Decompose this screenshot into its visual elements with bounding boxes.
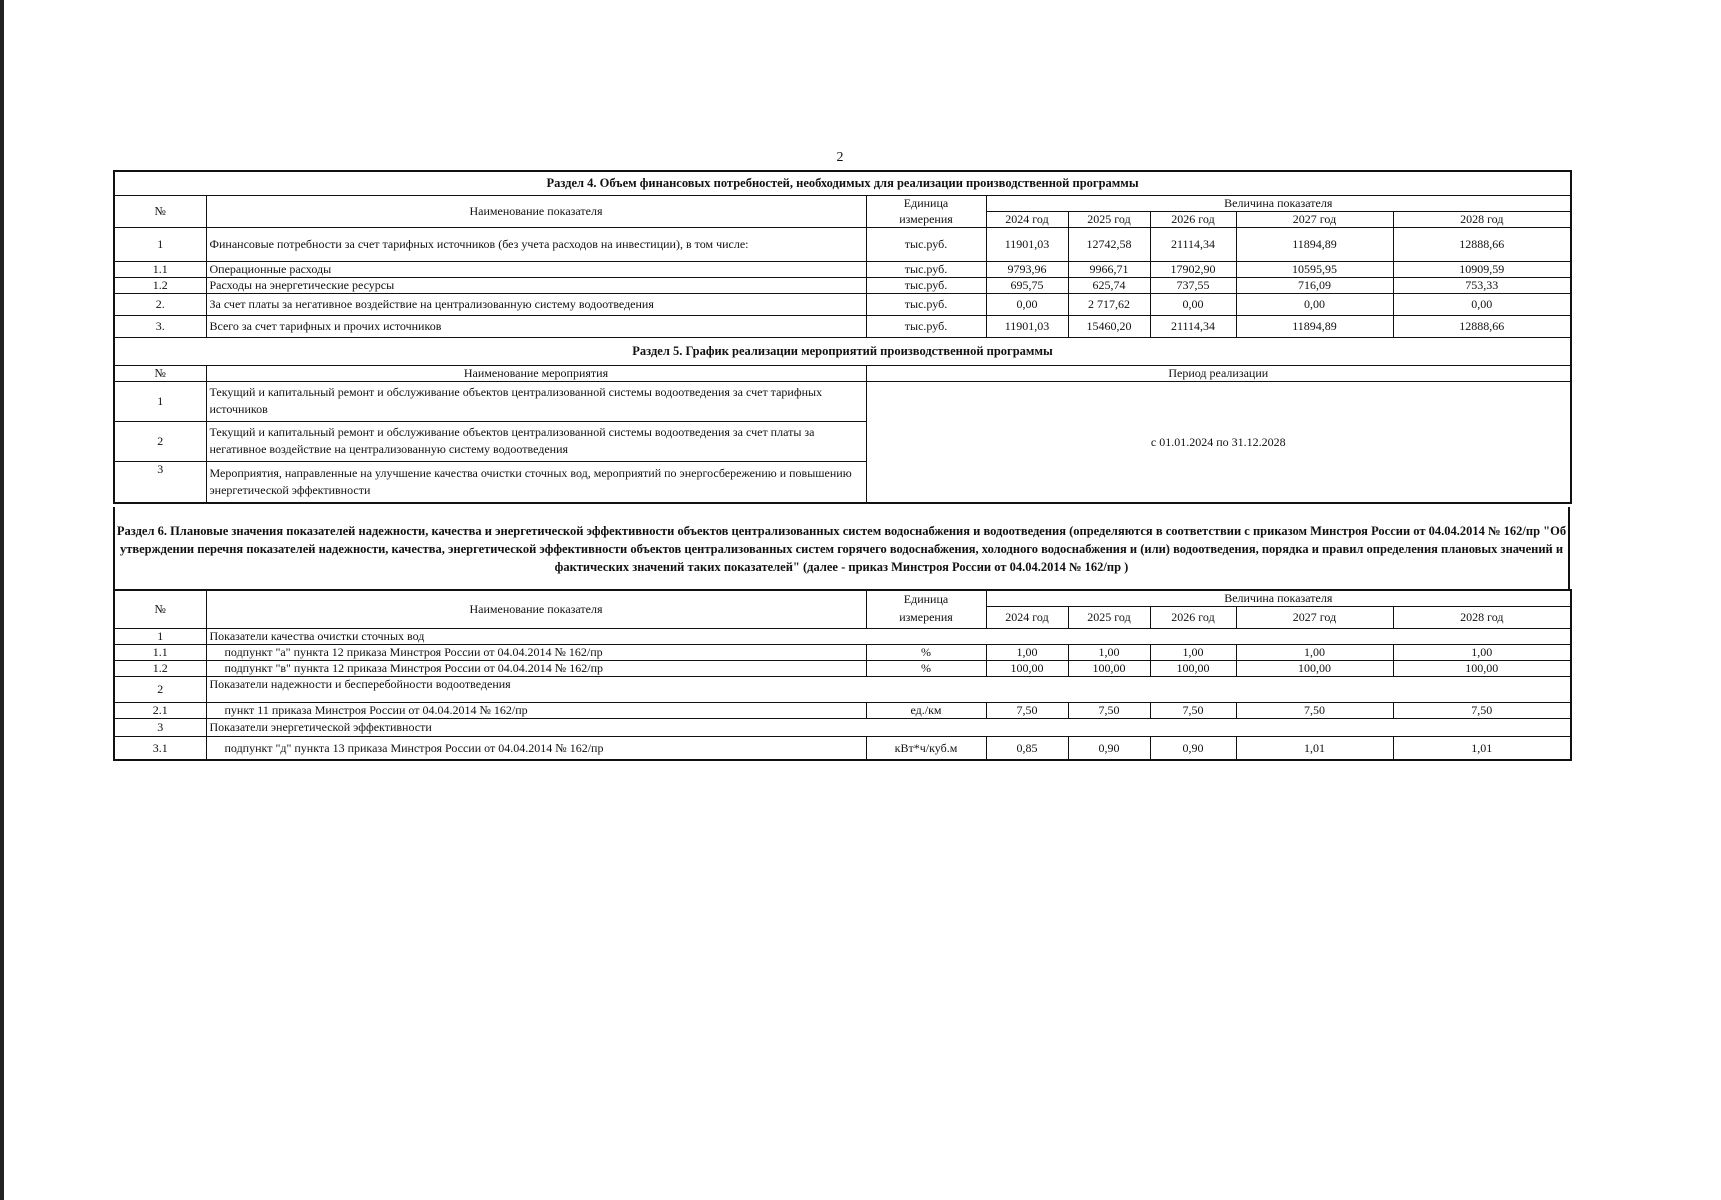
row-value: 0,00 [1393, 293, 1571, 315]
group-num: 1 [114, 628, 206, 644]
row-value: 625,74 [1068, 277, 1150, 293]
row-value: 7,50 [1150, 702, 1236, 718]
row-value: 12888,66 [1393, 315, 1571, 337]
col-num-header: № [114, 365, 206, 381]
row-value: 21114,34 [1150, 227, 1236, 261]
col-period-header: Период реализации [866, 365, 1571, 381]
row-num: 3 [114, 461, 206, 503]
row-unit: тыс.руб. [866, 277, 986, 293]
group-name: Показатели энергетической эффективности [206, 718, 1571, 736]
row-value: 753,33 [1393, 277, 1571, 293]
row-value: 0,00 [1236, 293, 1393, 315]
group-name: Показатели надежности и бесперебойности водоотведения [206, 676, 1571, 702]
row-value: 11901,03 [986, 315, 1068, 337]
row-num: 1.2 [114, 660, 206, 676]
row-unit: тыс.руб. [866, 261, 986, 277]
row-name: подпункт "а" пункта 12 приказа Минстроя России от 04.04.2014 № 162/пр [206, 644, 866, 660]
section4-5-table [113, 170, 1572, 504]
row-value: 0,00 [986, 293, 1068, 315]
row-value: 1,01 [1236, 736, 1393, 760]
row-value: 1,00 [1393, 644, 1571, 660]
table-row [114, 315, 1571, 337]
year-header: 2025 год [1068, 606, 1150, 628]
row-value: 7,50 [986, 702, 1068, 718]
row-value: 100,00 [1150, 660, 1236, 676]
row-value: 12888,66 [1393, 227, 1571, 261]
row-name: Мероприятия, направленные на улучшение качества очистки сточных вод, мероприятий по энергосбережению и повышению энергетической эффективности [206, 461, 866, 503]
year-header: 2026 год [1150, 606, 1236, 628]
row-value: 11894,89 [1236, 227, 1393, 261]
row-unit: % [866, 660, 986, 676]
row-value: 0,90 [1068, 736, 1150, 760]
row-value: 12742,58 [1068, 227, 1150, 261]
section5-title: Раздел 5. График реализации мероприятий производственной программы [114, 337, 1571, 365]
year-header: 2027 год [1236, 606, 1393, 628]
row-name: подпункт "д" пункта 13 приказа Минстроя России от 04.04.2014 № 162/пр [206, 736, 866, 760]
row-value: 21114,34 [1150, 315, 1236, 337]
year-header: 2024 год [986, 606, 1068, 628]
group-num: 3 [114, 718, 206, 736]
table-row [114, 660, 1571, 676]
row-value: 9793,96 [986, 261, 1068, 277]
row-value: 100,00 [1236, 660, 1393, 676]
row-name: Всего за счет тарифных и прочих источников [206, 315, 866, 337]
row-name: За счет платы за негативное воздействие на централизованную систему водоотведения [206, 293, 866, 315]
row-value: 1,01 [1393, 736, 1571, 760]
row-value: 10909,59 [1393, 261, 1571, 277]
row-value: 716,09 [1236, 277, 1393, 293]
col-unit-header-1: Единица [866, 195, 986, 211]
row-unit: тыс.руб. [866, 227, 986, 261]
row-value: 17902,90 [1150, 261, 1236, 277]
row-value: 695,75 [986, 277, 1068, 293]
row-value: 0,00 [1150, 293, 1236, 315]
row-unit: тыс.руб. [866, 315, 986, 337]
row-value: 7,50 [1068, 702, 1150, 718]
row-num: 1.1 [114, 261, 206, 277]
row-value: 11901,03 [986, 227, 1068, 261]
row-value: 1,00 [1236, 644, 1393, 660]
row-value: 0,85 [986, 736, 1068, 760]
col-name-header: Наименование показателя [206, 195, 866, 227]
row-value: 1,00 [1068, 644, 1150, 660]
year-header: 2028 год [1393, 606, 1571, 628]
table-row [114, 736, 1571, 760]
row-value: 7,50 [1236, 702, 1393, 718]
row-value: 1,00 [1150, 644, 1236, 660]
year-header: 2025 год [1068, 211, 1150, 227]
page-edge [0, 0, 4, 1200]
row-value: 1,00 [986, 644, 1068, 660]
year-header: 2026 год [1150, 211, 1236, 227]
row-unit: тыс.руб. [866, 293, 986, 315]
row-name: Расходы на энергетические ресурсы [206, 277, 866, 293]
col-num-header: № [114, 590, 206, 628]
row-name: Текущий и капитальный ремонт и обслуживание объектов централизованной системы водоотведения за счет тарифных источников [206, 381, 866, 421]
row-value: 100,00 [986, 660, 1068, 676]
row-name: Текущий и капитальный ремонт и обслуживание объектов централизованной системы водоотведения за счет платы за негативное воздействие на централизованную систему водоотведения [206, 421, 866, 461]
section6-table [113, 589, 1572, 761]
row-num: 3.1 [114, 736, 206, 760]
group-row [114, 718, 1571, 736]
row-num: 3. [114, 315, 206, 337]
row-num: 2. [114, 293, 206, 315]
table-row [114, 644, 1571, 660]
section4-title: Раздел 4. Объем финансовых потребностей, необходимых для реализации производственной программы [114, 171, 1571, 195]
row-value: 10595,95 [1236, 261, 1393, 277]
row-name: подпункт "в" пункта 12 приказа Минстроя России от 04.04.2014 № 162/пр [206, 660, 866, 676]
row-unit: % [866, 644, 986, 660]
row-name: Операционные расходы [206, 261, 866, 277]
col-name-header: Наименование показателя [206, 590, 866, 628]
row-value: 737,55 [1150, 277, 1236, 293]
period-value: с 01.01.2024 по 31.12.2028 [866, 381, 1571, 503]
row-value: 15460,20 [1068, 315, 1150, 337]
row-num: 2 [114, 421, 206, 461]
page-number: 2 [836, 150, 844, 165]
row-value: 9966,71 [1068, 261, 1150, 277]
row-unit: ед./км [866, 702, 986, 718]
year-header: 2024 год [986, 211, 1068, 227]
group-name: Показатели качества очистки сточных вод [206, 628, 1571, 644]
table-row [114, 277, 1571, 293]
col-unit-header-2: измерения [866, 606, 986, 628]
row-value: 100,00 [1393, 660, 1571, 676]
table-row [114, 702, 1571, 718]
row-unit: кВт*ч/куб.м [866, 736, 986, 760]
row-name: пункт 11 приказа Минстроя России от 04.04.2014 № 162/пр [206, 702, 866, 718]
row-num: 1 [114, 381, 206, 421]
col-value-header: Величина показателя [986, 590, 1571, 606]
year-header: 2028 год [1393, 211, 1571, 227]
section6-title: Раздел 6. Плановые значения показателей надежности, качества и энергетической эффективности объектов централизованных систем водоснабжения и водоотведения (определяются в соответствии с приказом Минстроя России от 04.04.2014 № 162/пр "Об утверждении перечня показателей надежности, качества, энергетической эффективности объектов централизованных систем горячего водоснабжения, холодного водоснабжения и (или) водоотведения, порядка и правил определения плановых значений и фактических значений таких показателей" (далее - приказ Минстроя России от 04.04.2014 № 162/пр ) [116, 524, 1567, 574]
col-unit-header-1: Единица [866, 590, 986, 606]
row-num: 2.1 [114, 702, 206, 718]
table-row [114, 227, 1571, 261]
col-num-header: № [114, 195, 206, 227]
table-row [114, 261, 1571, 277]
group-row [114, 676, 1571, 702]
row-value: 2 717,62 [1068, 293, 1150, 315]
row-value: 100,00 [1068, 660, 1150, 676]
row-value: 11894,89 [1236, 315, 1393, 337]
table-row [114, 381, 1571, 421]
row-value: 0,90 [1150, 736, 1236, 760]
col-activity-header: Наименование мероприятия [206, 365, 866, 381]
year-header: 2027 год [1236, 211, 1393, 227]
row-name: Финансовые потребности за счет тарифных источников (без учета расходов на инвестиции), в том числе: [206, 227, 866, 261]
table-row [114, 293, 1571, 315]
row-num: 1 [114, 227, 206, 261]
group-num: 2 [114, 676, 206, 702]
col-value-header: Величина показателя [986, 195, 1571, 211]
row-num: 1.1 [114, 644, 206, 660]
row-value: 7,50 [1393, 702, 1571, 718]
row-num: 1.2 [114, 277, 206, 293]
group-row [114, 628, 1571, 644]
col-unit-header-2: измерения [866, 211, 986, 227]
